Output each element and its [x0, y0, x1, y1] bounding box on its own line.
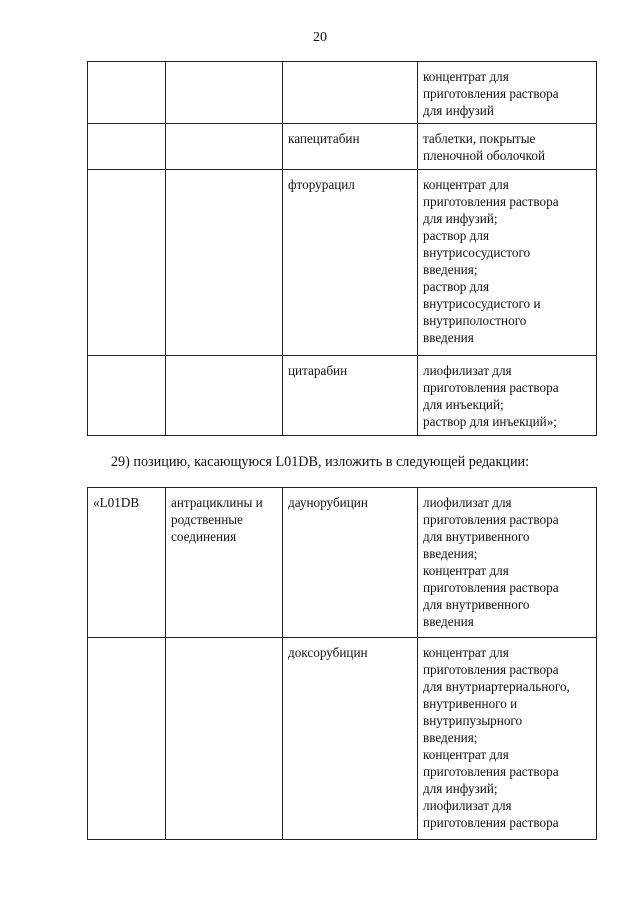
group-cell	[166, 62, 283, 124]
dosage-form-line: внутрисосудистого	[423, 245, 531, 260]
atc-code-cell	[88, 170, 166, 356]
dosage-form-line: внутриполостного	[423, 313, 527, 328]
dosage-form-line: лиофилизат для	[423, 798, 512, 813]
dosage-form-line: приготовления раствора	[423, 380, 559, 395]
dosage-form-line: лиофилизат для	[423, 363, 512, 378]
page-number: 20	[313, 30, 327, 45]
dosage-form-line: приготовления раствора	[423, 815, 559, 830]
table-row	[88, 62, 597, 124]
dosage-form-line: введения	[423, 614, 474, 629]
dosage-form-line: введения	[423, 330, 474, 345]
dosage-form-line: приготовления раствора	[423, 86, 559, 101]
atc-code-cell	[88, 638, 166, 840]
dosage-form-line: концентрат для	[423, 177, 509, 192]
dosage-form-line: для внутриартериального,	[423, 679, 570, 694]
dosage-forms-cell	[418, 638, 597, 840]
dosage-form-line: для внутривенного	[423, 597, 530, 612]
table-row	[88, 638, 597, 840]
dosage-form-line: для инъекций;	[423, 397, 504, 412]
dosage-form-line: для инфузий;	[423, 781, 498, 796]
drug-name-cell: капецитабин	[283, 124, 418, 170]
drug-name-cell: фторурацил	[283, 170, 418, 356]
drug-name-cell: доксорубицин	[283, 638, 418, 840]
table-row	[88, 124, 597, 170]
dosage-forms-cell	[418, 170, 597, 356]
dosage-form-line: приготовления раствора	[423, 764, 559, 779]
dosage-form-line: концентрат для	[423, 747, 509, 762]
dosage-form-line: концентрат для	[423, 69, 509, 84]
dosage-form-line: введения;	[423, 730, 478, 745]
dosage-form-line: приготовления раствора	[423, 194, 559, 209]
dosage-form-line: раствор для	[423, 228, 490, 243]
table-row	[88, 170, 597, 356]
drug-table-continued	[87, 61, 597, 436]
table-row	[88, 356, 597, 436]
group-line: соединения	[171, 529, 237, 544]
dosage-forms-cell	[418, 356, 597, 436]
group-cell	[166, 170, 283, 356]
dosage-form-line: концентрат для	[423, 563, 509, 578]
group-cell	[166, 356, 283, 436]
amendment-paragraph: 29) позицию, касающуюся L01DB, изложить в следующей редакции:	[110, 454, 530, 470]
dosage-form-line: для инфузий	[423, 103, 494, 118]
dosage-form-line: для инфузий;	[423, 211, 498, 226]
group-cell	[166, 488, 283, 638]
dosage-form-line: приготовления раствора	[423, 580, 559, 595]
atc-code-cell	[88, 356, 166, 436]
group-line: антрациклины и	[171, 495, 263, 510]
atc-code-cell	[88, 62, 166, 124]
dosage-form-line: внутрисосудистого и	[423, 296, 541, 311]
group-cell	[166, 638, 283, 840]
dosage-forms-cell	[418, 124, 597, 170]
atc-code-cell	[88, 124, 166, 170]
group-cell	[166, 124, 283, 170]
dosage-form-line: внутрипузырного	[423, 713, 523, 728]
dosage-forms-cell	[418, 488, 597, 638]
drug-name-cell: цитарабин	[283, 356, 418, 436]
dosage-form-line: введения;	[423, 262, 478, 277]
dosage-form-line: пленочной оболочкой	[423, 148, 546, 163]
group-line: родственные	[171, 512, 243, 527]
dosage-form-line: таблетки, покрытые	[423, 131, 536, 146]
table-row	[88, 488, 597, 638]
drug-name-cell	[283, 62, 418, 124]
drug-table-l01db	[87, 487, 597, 840]
dosage-form-line: введения;	[423, 546, 478, 561]
dosage-form-line: внутривенного и	[423, 696, 518, 711]
dosage-form-line: приготовления раствора	[423, 512, 559, 527]
dosage-form-line: для внутривенного	[423, 529, 530, 544]
dosage-form-line: лиофилизат для	[423, 495, 512, 510]
atc-code-cell: «L01DB	[88, 488, 166, 638]
dosage-form-line: раствор для	[423, 279, 490, 294]
dosage-form-line: приготовления раствора	[423, 662, 559, 677]
dosage-form-line: концентрат для	[423, 645, 509, 660]
dosage-form-line: раствор для инъекций»;	[423, 414, 557, 429]
drug-name-cell: даунорубицин	[283, 488, 418, 638]
dosage-forms-cell	[418, 62, 597, 124]
